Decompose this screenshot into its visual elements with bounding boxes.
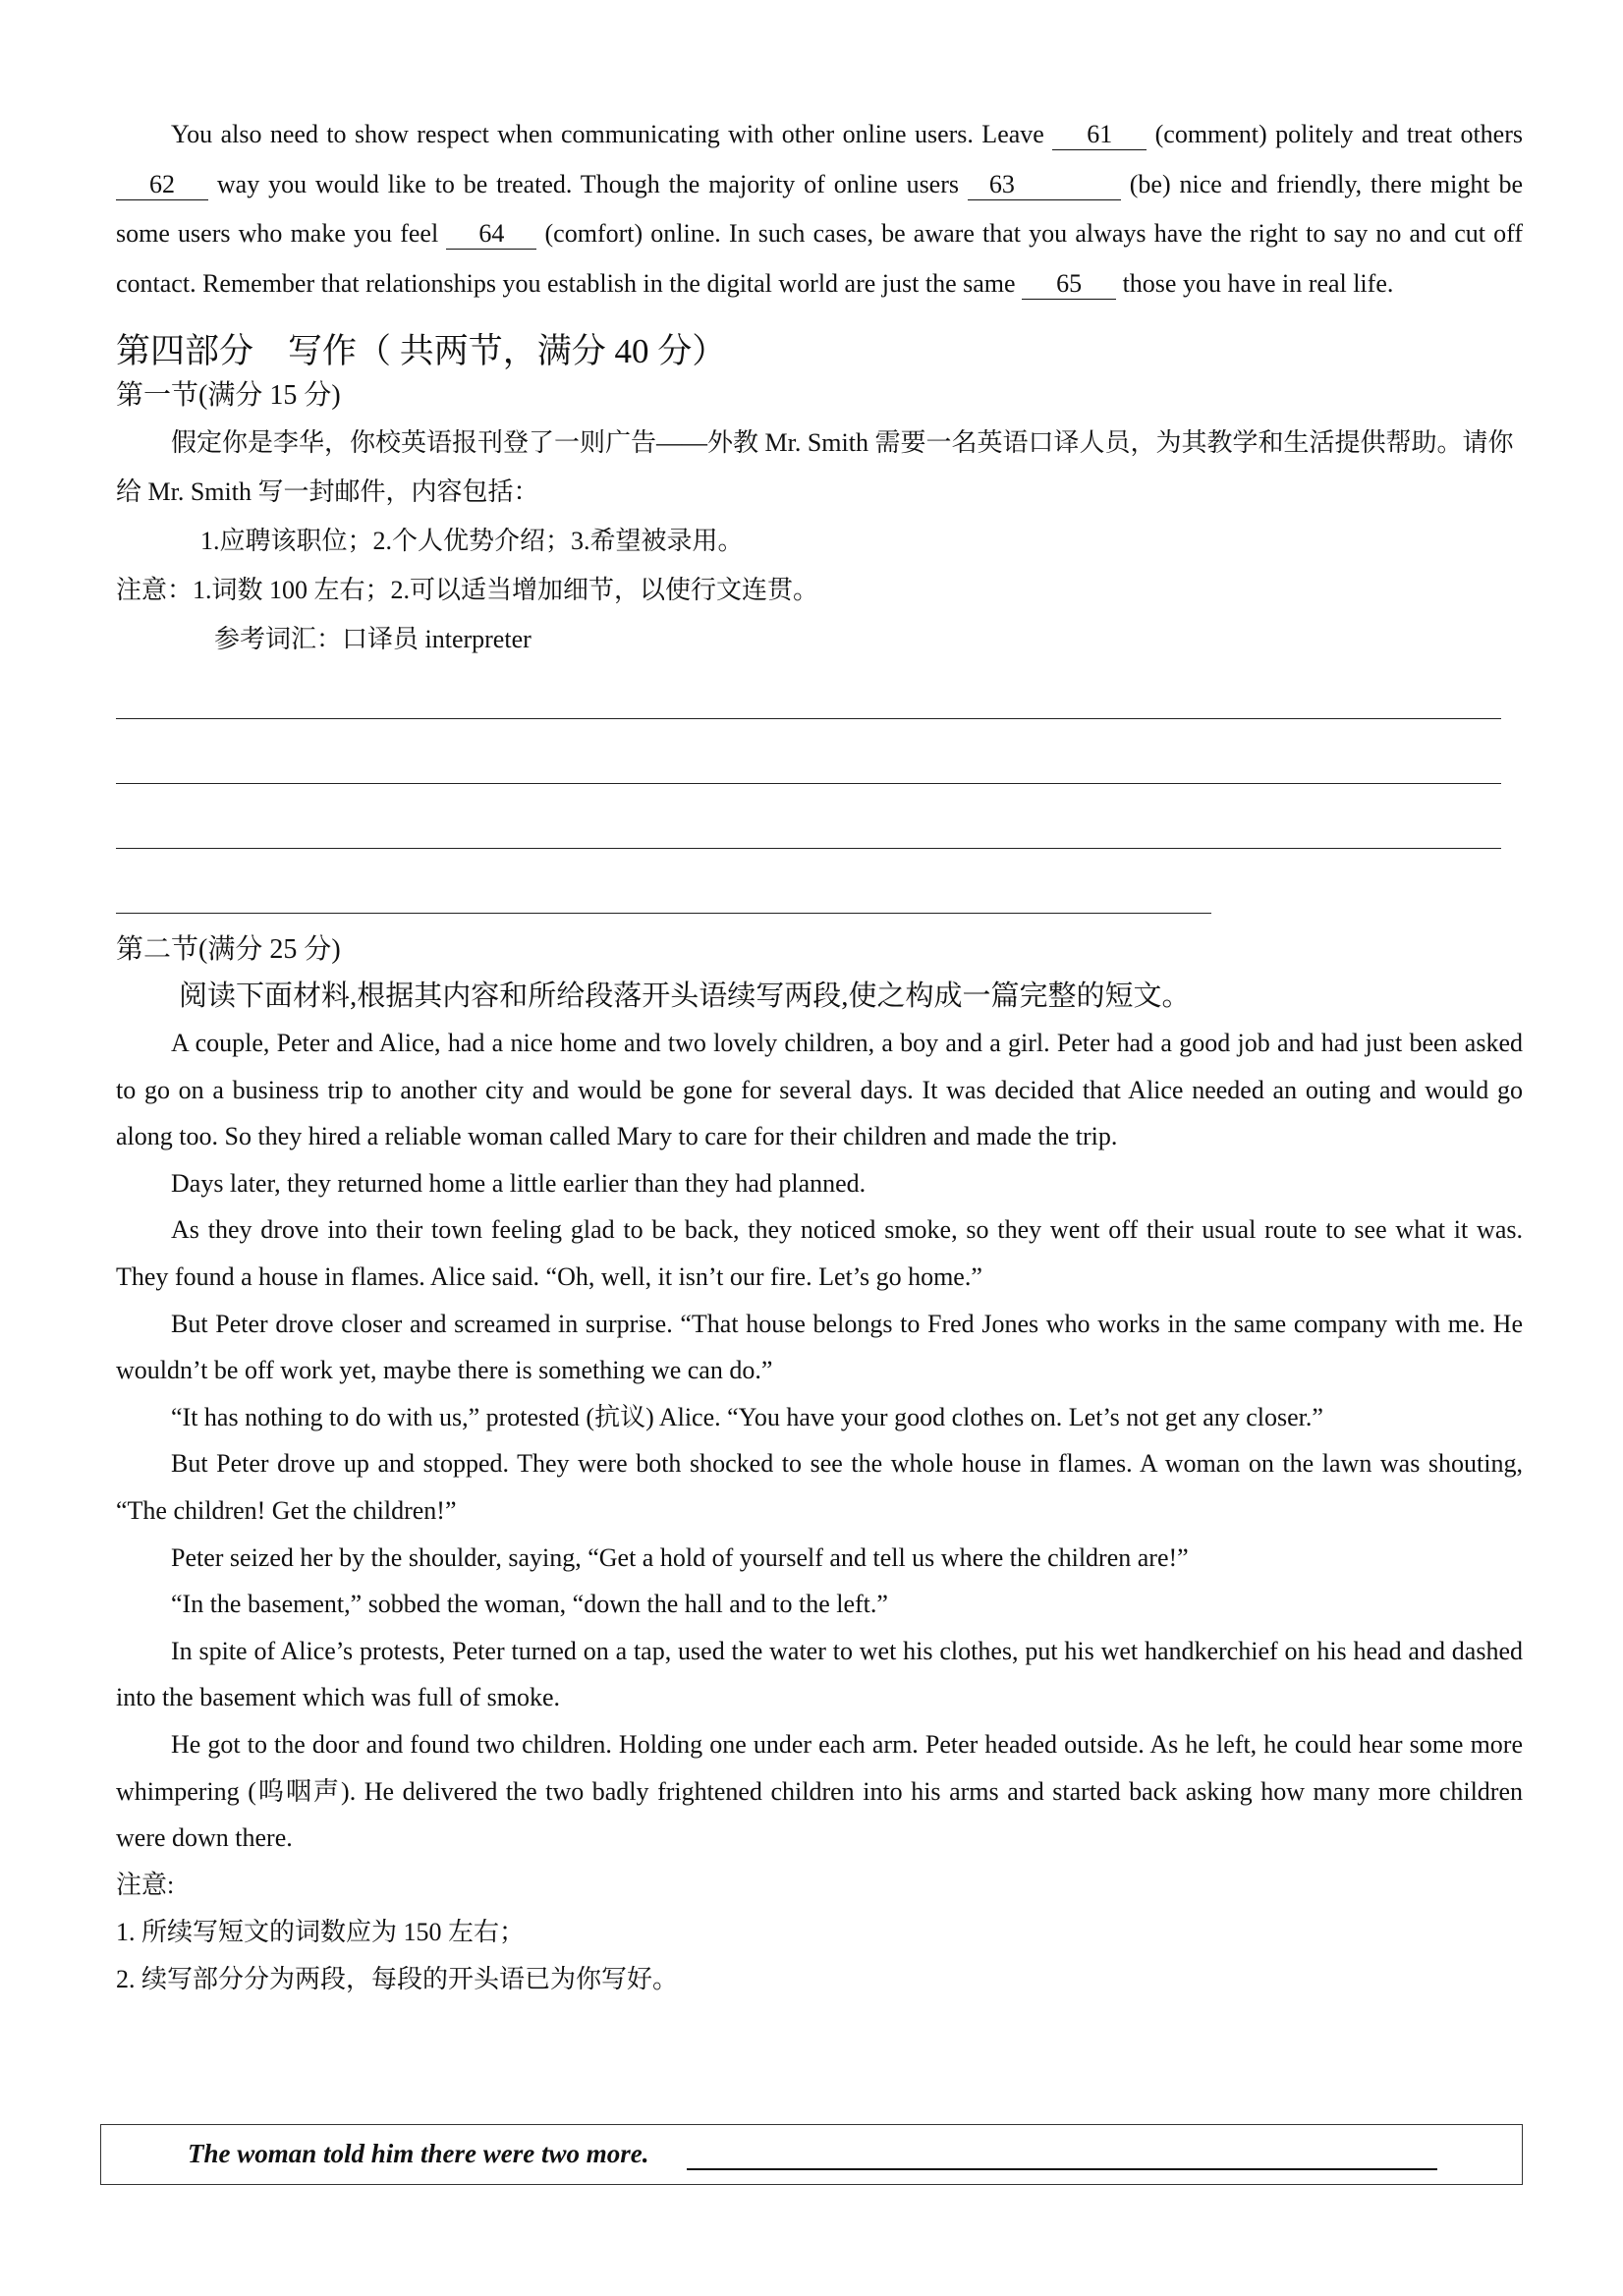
story-paragraph: Days later, they returned home a little earlier than they had planned.: [171, 1168, 867, 1198]
story-paragraph: “In the basement,” sobbed the woman, “down the hall and to the left.”: [171, 1590, 888, 1619]
notes: [116, 1862, 1523, 2003]
section-one-items: 1.应聘该职位；2.个人优势介绍；3.希望被录用。: [200, 527, 744, 555]
writing-line: [116, 794, 1523, 859]
blank-64: 64: [446, 219, 536, 250]
story-paragraph: But Peter drove closer and screamed in surprise. “That house belongs to Fred Jones who works in the same company with me. He wouldn’t be off work yet, maybe there is something we can do.”: [116, 1309, 1523, 1385]
answer-box[interactable]: [100, 2124, 1523, 2185]
paragraph-starter: The woman told him there were two more.: [188, 2139, 649, 2168]
section-one-title: 第一节(满分 15 分): [116, 380, 341, 411]
note-item: 2. 续写部分分为两段，每段的开头语已为你写好。: [116, 1964, 679, 1993]
section-two-prompt: 阅读下面材料,根据其内容和所给段落开头语续写两段,使之构成一篇完整的短文。: [179, 980, 1191, 1012]
section-two-title: 第二节(满分 25 分): [116, 934, 341, 965]
writing-line: [116, 729, 1523, 794]
notes-label: 注意:: [116, 1870, 175, 1899]
writing-line: [116, 664, 1523, 729]
section-one-prompt: 假定你是李华，你校英语报刊登了一则广告——外教 Mr. Smith 需要一名英语口译人员，为其教学和生活提供帮助。请你给 Mr. Smith 写一封邮件，内容包括：: [116, 428, 1514, 506]
cloze-text: those you have in real life.: [1116, 268, 1394, 298]
story-paragraph: A couple, Peter and Alice, had a nice home and two lovely children, a boy and a girl. Peter had a good job and had just been asked to go on a business trip to another city and would be gone for several days. It was decided that Alice needed an outing and would go along too. So they hired a reliable woman called Mary to care for their children and made the trip.: [116, 1029, 1523, 1151]
note-item: 1. 所续写短文的词数应为 150 左右；: [116, 1917, 526, 1946]
answer-line: [687, 2168, 1437, 2170]
section-one-vocab: 参考词汇：口译员 interpreter: [214, 625, 532, 653]
writing-line: [116, 859, 1523, 924]
story-paragraph: He got to the door and found two children. Holding one under each arm. Peter headed outside. As he left, he could hear some more whimpering (呜咽声). He delivered the two badly frightened children into his arms and started back asking how many more children were down there.: [116, 1729, 1523, 1853]
blank-65: 65: [1022, 269, 1116, 300]
story-text: [116, 1020, 1523, 1862]
story-paragraph: “It has nothing to do with us,” protested (抗议) Alice. “You have your good clothes on. Let’s not get any closer.”: [171, 1402, 1323, 1431]
cloze-text: (comment) politely and treat others: [1147, 120, 1523, 148]
part-four-title: 第四部分 写作（ 共两节，满分 40 分）: [116, 332, 727, 370]
section-one-note: 注意：1.词数 100 左右；2.可以适当增加细节，以使行文连贯。: [116, 576, 819, 604]
cloze-text: You also need to show respect when communicating with other online users. Leave: [171, 120, 1053, 148]
cloze-text: (be) nice and friendly, there might be some users who make you feel: [116, 169, 1523, 248]
story-paragraph: As they drove into their town feeling glad to be back, they noticed smoke, so they went off their usual route to see what it was. They found a house in flames. Alice said. “Oh, well, it isn’t our fire. Let’s go home.”: [116, 1215, 1523, 1291]
cloze-text: (comfort) online. In such cases, be aware that you always have the right to say no and cut off contact. Remember that relationships you establish in the digital world are just the same: [116, 219, 1523, 298]
story-paragraph: But Peter drove up and stopped. They were both shocked to see the whole house in flames. A woman on the lawn was shouting, “The children! Get the children!”: [116, 1449, 1523, 1525]
blank-62: 62: [116, 170, 208, 200]
story-paragraph: In spite of Alice’s protests, Peter turned on a tap, used the water to wet his clothes, put his wet handkerchief on his head and dashed into the basement which was full of smoke.: [116, 1636, 1523, 1712]
blank-63: 63: [968, 170, 1121, 200]
cloze-text: way you would like to be treated. Though the majority of online users: [208, 169, 968, 198]
exam-page: [116, 110, 1523, 2003]
story-paragraph: Peter seized her by the shoulder, saying, “Get a hold of yourself and tell us where the children are!”: [171, 1542, 1189, 1572]
blank-61: 61: [1052, 120, 1147, 150]
cloze-paragraph: [116, 110, 1523, 308]
